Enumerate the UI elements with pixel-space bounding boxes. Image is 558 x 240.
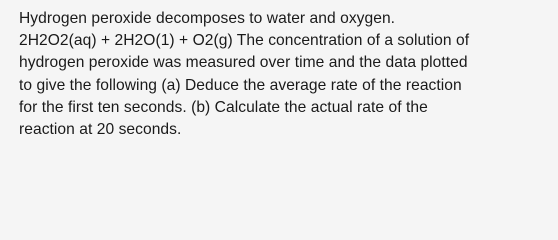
question-line: hydrogen peroxide was measured over time and the data plotted — [19, 54, 468, 72]
question-line: Hydrogen peroxide decomposes to water and oxygen. — [19, 10, 396, 27]
question-line: 2H2O2(aq) + 2H2O(1) + O2(g) The concentration of a solution of — [19, 32, 470, 50]
question-line: reaction at 20 seconds. — [19, 121, 182, 139]
question-text — [19, 8, 555, 141]
question-line: for the first ten seconds. (b) Calculate the actual rate of the — [19, 98, 428, 116]
question-line: to give the following (a) Deduce the average rate of the reaction — [19, 76, 462, 94]
